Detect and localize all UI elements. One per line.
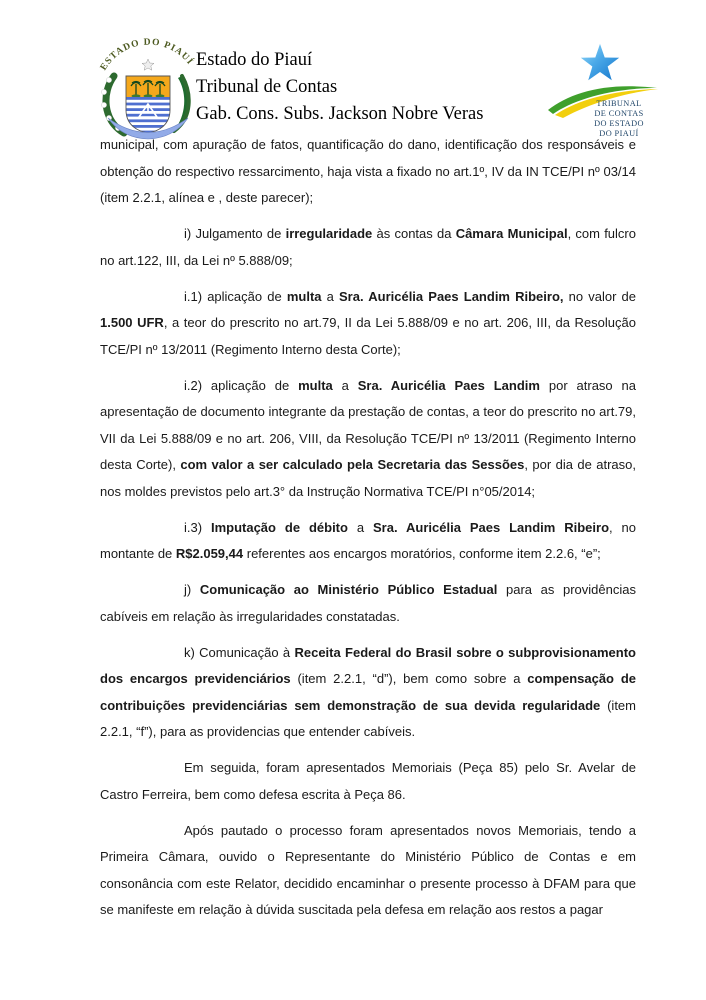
tce-star-icon [580, 43, 620, 81]
paragraph-run: às contas da [372, 226, 456, 241]
paragraph [100, 221, 636, 274]
paragraph-bold-run: Sra. Auricélia Paes Landim [357, 377, 540, 393]
tce-name-line: TRIBUNAL [596, 99, 642, 108]
org-court-line: Tribunal de Contas [196, 77, 338, 97]
paragraph-run: , no montante de [100, 519, 636, 561]
paragraph-bold-run: Imputação de débito [210, 519, 348, 535]
paragraph-run: a [321, 288, 340, 304]
paragraph-run: (item 2.2.1, “f”), para as providencias que entender cabíveis. [100, 697, 636, 739]
paragraph [100, 284, 636, 364]
paragraph-run: i.3) [184, 519, 211, 535]
tce-name-line: DE CONTAS [594, 109, 644, 118]
paragraph-run: no valor de [563, 288, 636, 304]
tce-piaui-logo-icon [545, 42, 663, 140]
paragraph-bold-run: irregularidade [285, 226, 373, 241]
paragraph [100, 640, 636, 746]
paragraph-run: a [332, 377, 358, 393]
paragraph [100, 818, 636, 924]
crest-left-branch-icon [101, 76, 124, 133]
paragraph-run: para as providências cabíveis em relação às irregularidades constatadas. [100, 582, 636, 624]
paragraph-run: a [347, 519, 374, 535]
paragraph-run: Após pautado o processo foram apresentados novos Memoriais, tendo a Primeira Câmara, ouvido o Representante do Ministério Público de Contas e em consonância com este Relator, decidido encaminhar o presente processo à DFAM para que se manifeste em relação à dúvida suscitada pela defesa em relação aos restos a pagar [100, 822, 636, 917]
document-body [100, 132, 636, 933]
paragraph-bold-run: Receita Federal do Brasil sobre o subprovisionamento dos encargos previdenciários [100, 644, 636, 686]
paragraph-run: referentes aos encargos moratórios, conforme item 2.2.6, “e”; [243, 546, 601, 561]
paragraph [100, 577, 636, 630]
paragraph-bold-run: 1.500 UFR [100, 315, 164, 330]
paragraph-bold-run: R$2.059,44 [175, 546, 244, 561]
paragraph-bold-run: Sra. Auricélia Paes Landim Ribeiro [373, 519, 610, 535]
paragraph-run: , com fulcro no art.122, III, da Lei nº 5.888/09; [100, 226, 636, 268]
paragraph [100, 515, 636, 568]
crest-star-icon [142, 59, 154, 70]
paragraph-run: i.1) aplicação de [184, 288, 287, 304]
paragraph-run: por atraso na apresentação de documento integrante da prestação de contas, a teor do prescrito no art.79, VII da Lei 5.888/09 e no art. 206, VIII, da Resolução TCE/PI nº 13/2011 (Regimento Interno desta Corte), [100, 377, 636, 472]
paragraph-bold-run: compensação de contribuições previdenciárias sem demonstração de sua devida regularidade [100, 671, 636, 713]
paragraph-bold-run: Sra. Auricélia Paes Landim Ribeiro, [339, 288, 564, 304]
paragraph-run: j) [184, 582, 200, 597]
paragraph-bold-run: com valor a ser calculado pela Secretaria das Sessões [180, 457, 525, 472]
paragraph-bold-run: Câmara Municipal [455, 226, 568, 241]
paragraph-run: , a teor do prescrito no art.79, II da Lei 5.888/09 e no art. 206, III, da Resolução TCE/PI nº 13/2011 (Regimento Interno desta Corte); [100, 315, 636, 357]
paragraph-run: i) Julgamento de [184, 226, 286, 241]
paragraph-bold-run: multa [286, 288, 322, 304]
paragraph [100, 755, 636, 808]
paragraph-run: k) Comunicação à [184, 644, 295, 660]
paragraph [100, 373, 636, 506]
tce-name-line: DO PIAUÍ [599, 129, 639, 138]
paragraph [100, 132, 636, 212]
org-cabinet-line: Gab. Cons. Subs. Jackson Nobre Veras [196, 104, 484, 124]
paragraph-run: , por dia de atraso, nos moldes previstos pelo art.3° da Instrução Normativa TCE/PI n°05/2014; [100, 457, 637, 499]
paragraph-run: Em seguida, foram apresentados Memoriais (Peça 85) pelo Sr. Avelar de Castro Ferreira, bem como defesa escrita à Peça 86. [100, 760, 636, 802]
org-state-line: Estado do Piauí [196, 50, 313, 70]
paragraph-bold-run: multa [298, 377, 333, 393]
paragraph-run: municipal, com apuração de fatos, quantificação do dano, identificação dos responsáveis e obtenção do respectivo ressarcimento, haja vista a fixado no art.1º, IV da IN TCE/PI nº 03/14 (item 2.2.1, alínea e , deste parecer); [100, 137, 636, 205]
tce-name-line: DO ESTADO [594, 119, 644, 128]
paragraph-run: i.2) aplicação de [184, 377, 299, 393]
crest-arc-text: ESTADO DO PIAUÍ [98, 37, 195, 73]
piaui-coat-of-arms-icon [92, 34, 204, 140]
letterhead-titles [196, 47, 483, 128]
paragraph-bold-run: Comunicação ao Ministério Público Estadual [199, 582, 498, 597]
crest-shield-icon [126, 76, 170, 137]
paragraph-run: (item 2.2.1, “d”), bem como sobre a [290, 671, 528, 686]
